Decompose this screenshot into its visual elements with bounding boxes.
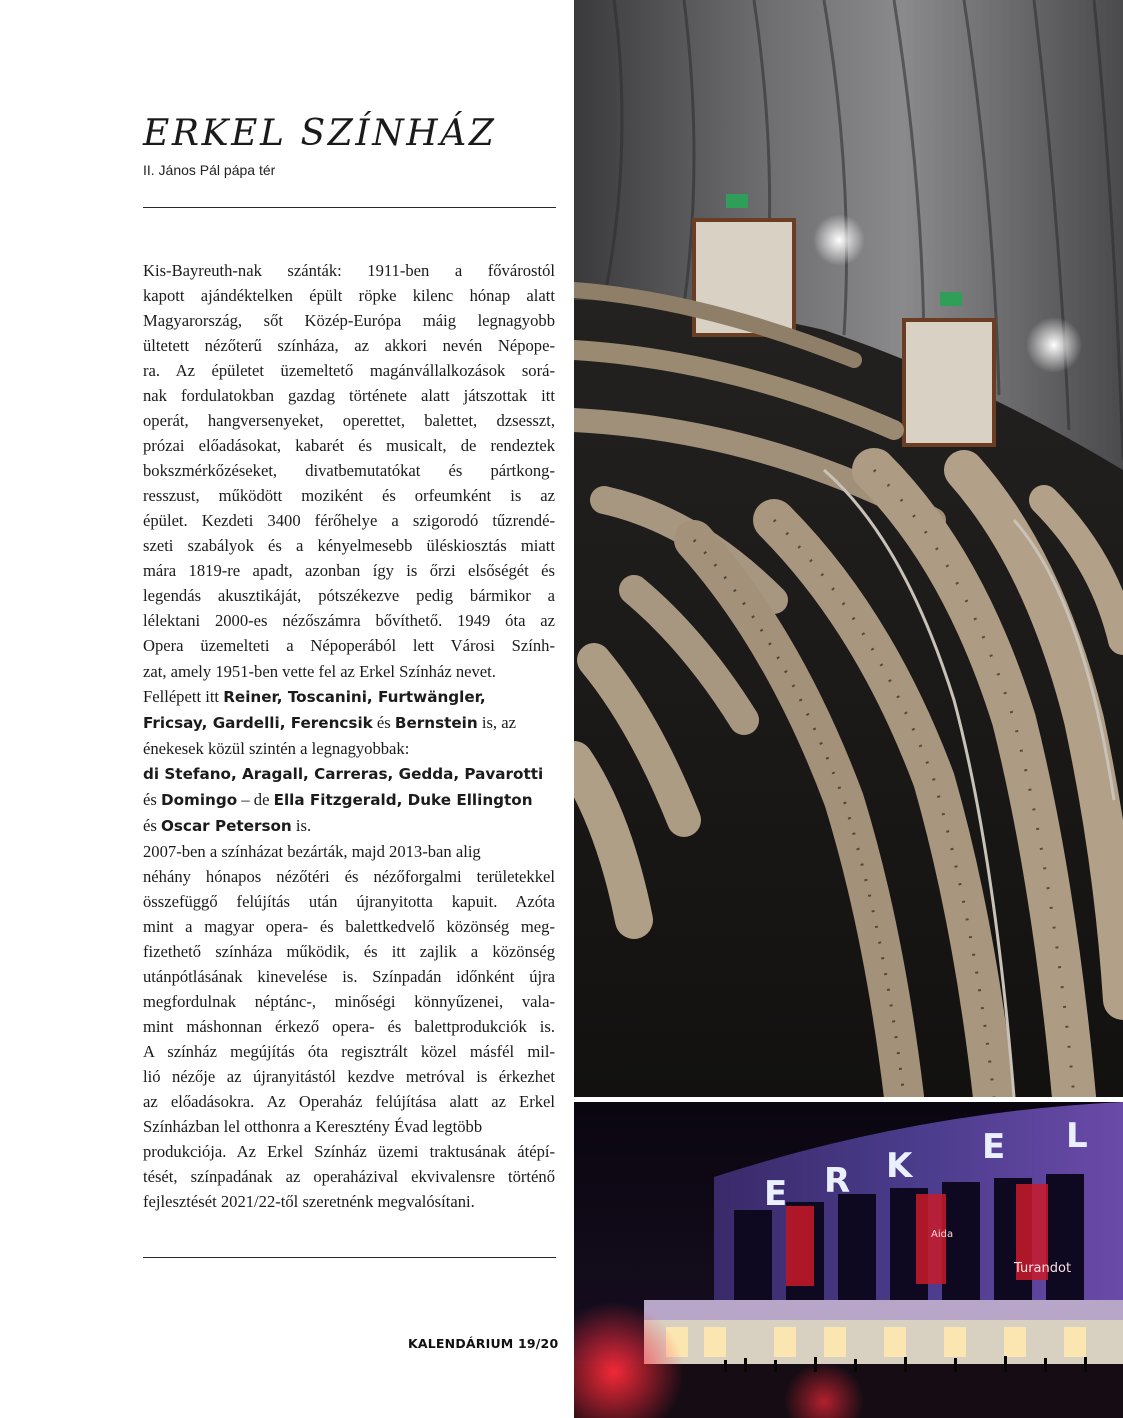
highlighted-name: Reiner, Toscanini, Furtwängler, [223,687,486,706]
body-line: produkciója. Az Erkel Színház üzemi traktusának átépí- [143,1142,555,1162]
body-line: szeti szabályok és a kényelmesebb üléskiosztás miatt [143,536,555,556]
poster-turandot: Turandot [1014,1261,1072,1276]
venue-address: II. János Pál pápa tér [143,162,276,178]
body-line: mára 1819-re apadt, azonban így is őrzi elsőségét és [143,561,555,581]
body-line: Színházban lel otthonra a Keresztény Évad legtöbb [143,1117,483,1137]
sign-letter-e2: E [982,1127,1006,1167]
sign-letter-l: L [1066,1116,1088,1156]
sign-letter-k: K [886,1146,913,1186]
body-line: fizethető színháza működik, és itt zajlik a közönség [143,941,555,961]
theatre-exterior-photo [574,1102,1123,1418]
body-line: tését, színpadának az operaházival ekvivalensre történő [143,1167,555,1187]
body-line: mint máshonnan érkező opera- és balettprodukciók is. [143,1016,555,1036]
body-line: operát, hangversenyeket, operettet, balettet, dzsesszt, [143,411,555,431]
highlighted-name: Fricsay, Gardelli, Ferencsik [143,713,373,732]
page-title: ERKEL SZÍNHÁZ [143,113,497,154]
body-line: fejlesztését 2021/22-től szeretnénk megvalósítani. [143,1192,475,1212]
body-line: mint a magyar opera- és balettkedvelő közönség meg- [143,916,555,936]
body-line: megfordulnak néptánc-, minőségi könnyűzenei, vala- [143,991,555,1011]
body-line: bokszmérkőzéseket, divatbemutatókat és pártkong- [143,461,555,481]
body-line: énekesek közül szintén a legnagyobbak: [143,738,410,758]
sign-letter-r: R [824,1161,851,1201]
body-line: Kis-Bayreuth-nak szánták: 1911-ben a fővárostól [143,261,555,280]
poster-aida: Aida [931,1229,954,1240]
body-line: az előadásokra. Az Operaház felújítása alatt az Erkel [143,1092,555,1112]
body-line: kapott ajándéktelken épült röpke kilenc hónap alatt [143,286,555,306]
highlighted-name: Bernstein [394,713,478,732]
highlighted-name: di Stefano, Aragall, Carreras, Gedda, Pavarotti [143,764,544,783]
body-line: lélektani 2000-es nézőszámra bővíthető. 1949 óta az [143,611,555,631]
body-line: összefüggő felújítás után újranyitotta kapuit. Azóta [143,891,555,911]
sign-letter-e: E [764,1174,788,1214]
body-line: és Domingo – de Ella Fitzgerald, Duke Ellington [143,789,533,809]
highlighted-name: Ella Fitzgerald, Duke Ellington [273,790,533,809]
body-line: zat, amely 1951-ben vette fel az Erkel Színház nevet. [143,661,496,681]
body-line: ra. Az épületet üzemeltető magánvállalkozások sorá- [143,361,555,381]
body-line: nak fordulatokban gazdag története alatt játszottak itt [143,386,555,406]
body-line: A színház megújítás óta regisztrált közel másfél mil- [143,1041,555,1061]
body-line: ültetett nézőterű színháza, az akkori nevén Népope- [143,336,555,356]
body-line: lió nézője az újranyitástól kezdve metróval is érkezhet [143,1067,555,1086]
body-line: 2007-ben a színházat bezárták, majd 2013-ban alig [143,841,481,861]
body-line: Fricsay, Gardelli, Ferencsik és Bernstein is, az [143,712,516,732]
article-body [143,258,555,1214]
highlighted-name: Domingo [160,790,238,809]
auditorium-photo [574,0,1123,1097]
exterior-illustration [574,1102,1123,1418]
top-divider [143,207,556,208]
body-line: Fellépett itt Reiner, Toscanini, Furtwängler, [143,686,486,706]
body-line: resszust, működött moziként és orfeumként is az [143,486,555,506]
body-line [143,761,555,787]
body-line: Magyarország, sőt Közép-Európa máig legnagyobb [143,311,555,331]
auditorium-illustration [574,0,1123,1097]
body-line: Opera üzemelteti a Népoperából lett Városi Szính- [143,636,555,656]
body-line: néhány hónapos nézőtéri és nézőforgalmi területekkel [143,866,555,886]
body-line: és Oscar Peterson is. [143,815,312,835]
body-line: utánpótlásának kinevelése is. Színpadán időnként újra [143,966,555,986]
publication-footer: KALENDÁRIUM 19/20 [408,1336,559,1351]
body-line: prózai előadásokat, kabarét és musicalt, de rendeztek [143,436,555,456]
body-line: épület. Kezdeti 3400 férőhelye a szigorodó tűzrendé- [143,511,555,531]
body-line: legendás akusztikáját, pótszékezve pedig bármikor a [143,586,555,606]
bottom-divider [143,1257,556,1258]
highlighted-name: Oscar Peterson [160,816,292,835]
